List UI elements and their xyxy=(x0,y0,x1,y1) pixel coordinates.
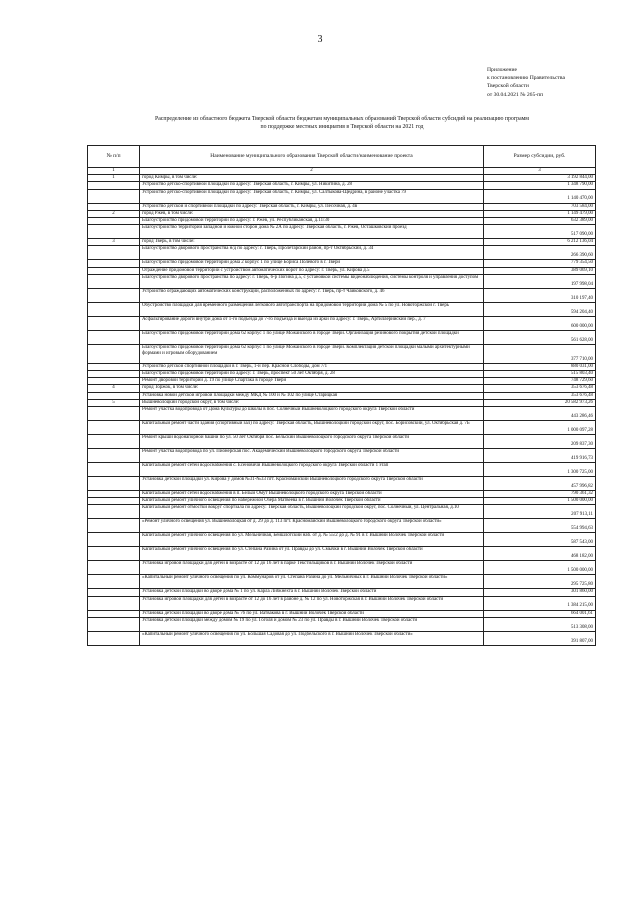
row-number xyxy=(88,225,140,239)
subsidy-amount: 664 001,61 xyxy=(484,610,596,617)
subsidy-amount: 209 837,30 xyxy=(484,435,596,449)
row-number xyxy=(88,203,140,210)
row-number xyxy=(88,610,140,617)
row-number xyxy=(88,519,140,533)
row-number xyxy=(88,477,140,491)
header-amount: Размер субсидии, руб. xyxy=(484,146,596,168)
table-row xyxy=(88,189,596,203)
row-number xyxy=(88,316,140,330)
table-row xyxy=(88,463,596,477)
row-number xyxy=(88,182,140,189)
project-name: Благоустройство придомовой территории дома 62 корпус 1 по улице Можайского в городе Твери. Организация резинового покрытия детской площадки xyxy=(140,330,484,344)
subsidy-amount: 554 994,63 xyxy=(484,519,596,533)
project-name: Устройство детской спортивной площадки в г. Тверь, 1-й пер. Красной Слободы, дом 7/1 xyxy=(140,363,484,370)
project-name: Капитальный ремонт части здания (спортивный зал) по адресу: Тверская область, Вышневолоцкий городской округ, пос. Борисовский, ул. Октябрьская д. 7Б xyxy=(140,421,484,435)
table-row xyxy=(88,435,596,449)
subsidy-amount: 310 197,40 xyxy=(484,288,596,302)
table-row xyxy=(88,575,596,589)
subsidy-amount: 513 308,00 xyxy=(484,617,596,631)
row-number xyxy=(88,435,140,449)
project-name: Установка новой детской игровой площадки между МКД № 100 и № 102 по улице Старицкая xyxy=(140,392,484,399)
row-number xyxy=(88,575,140,589)
subsidy-amount: 1 149 479,00 xyxy=(484,210,596,217)
subsidy-amount: 301 860,00 xyxy=(484,589,596,596)
project-name: Вышневолоцкий городской округ, в том числе: xyxy=(140,399,484,406)
project-name: «Капитальный ремонт уличного освещения по ул. Коммунаров от ул. Степана Разина до ул. Мельничных в г. Вышний Волочек Тверской области» xyxy=(140,575,484,589)
project-name: Установка игровой площадки для детей в возрасте от 12 до 16 лет в парке Текстильщиков в г. Вышний Волочек Тверской области xyxy=(140,561,484,575)
row-number xyxy=(88,533,140,547)
project-name: Обустройство площадки для временного размещения легкового автотранспорта на придомовой территории дома № 5 по ул. Новоторжской г. Тверь xyxy=(140,302,484,316)
table-row xyxy=(88,239,596,246)
row-number xyxy=(88,218,140,225)
project-name: Благоустройство придомовой территории по адресу: г. Тверь, проспект 50 лет Октября, д. 28 xyxy=(140,371,484,378)
table-row xyxy=(88,371,596,378)
table-row xyxy=(88,203,596,210)
project-name: Установка детской площадки между домом № 19 по ул. Гоголя и домом № 23 по ул. Правды в г. Вышний Волочек Тверской области xyxy=(140,617,484,631)
subsidy-amount: 790 361,32 xyxy=(484,491,596,498)
row-number xyxy=(88,407,140,421)
project-name: Капитальный ремонт уличного освещения по набережной Озера Матвеева в г. Вышний Волочек Тверской области xyxy=(140,498,484,505)
project-name: Асфальтирование дороги внутри дома от 1-го подъезда до 7-го подъезда и выезда из арки по адресу: г. Тверь, Артиллерийский пер., д. 7 xyxy=(140,316,484,330)
table-row xyxy=(88,399,596,406)
table-row xyxy=(88,610,596,617)
table-row xyxy=(88,182,596,189)
project-name: Устройство ограждающих автоматических конструкций, расположенных по адресу: г. Тверь, пр-т Чайковского, д. 46 xyxy=(140,288,484,302)
subsidy-amount: 391 807,00 xyxy=(484,631,596,645)
table-row xyxy=(88,260,596,267)
table-row xyxy=(88,267,596,274)
subsidy-amount: 468 182,00 xyxy=(484,547,596,561)
appendix-line-2: к постановлению Правительства xyxy=(487,75,565,82)
subsidy-amount: 632 389,00 xyxy=(484,218,596,225)
subsidy-amount: 389 069,10 xyxy=(484,267,596,274)
project-name: город Торжок, в том числе: xyxy=(140,385,484,392)
subsidy-amount: 515 803,40 xyxy=(484,371,596,378)
table-row xyxy=(88,449,596,463)
table-row xyxy=(88,477,596,491)
row-number: 3 xyxy=(88,239,140,246)
subsidy-amount: 457 996,82 xyxy=(484,477,596,491)
project-name: Ремонт крыши водонапорной башни по ул. 50 лет Октября пос. Бельский Вышневолоцкого городского округа Тверской области xyxy=(140,435,484,449)
table-row xyxy=(88,547,596,561)
row-number: 5 xyxy=(88,399,140,406)
table-row xyxy=(88,407,596,421)
row-number xyxy=(88,498,140,505)
subsidy-amount: 6 212 136,04 xyxy=(484,239,596,246)
row-number xyxy=(88,363,140,370)
subsidy-amount: 377 710,00 xyxy=(484,344,596,363)
subsidy-amount: 880 031,00 xyxy=(484,363,596,370)
subsidy-amount: 1 384 215,00 xyxy=(484,596,596,610)
column-number: 3 xyxy=(484,168,596,175)
subsidy-amount: 443 286,46 xyxy=(484,407,596,421)
row-number xyxy=(88,330,140,344)
row-number xyxy=(88,547,140,561)
project-name: Капитальный ремонт сетей водоснабжения в п. Белый Омут Вышневолоцкого городского округа Тверской области xyxy=(140,491,484,498)
project-name: Ремонт дворовой территории д. 19 по улице Спартака в городе Твери xyxy=(140,378,484,385)
table-row xyxy=(88,210,596,217)
project-name: Устройство детской и спортивной площадки по адресу: Тверская область, г. Кимры, ул. Песочная, д. 4в xyxy=(140,203,484,210)
subsidy-amount: 594 204,40 xyxy=(484,302,596,316)
appendix-line-3: Тверской области xyxy=(487,83,529,90)
table-row xyxy=(88,385,596,392)
appendix-block xyxy=(487,66,637,99)
row-number xyxy=(88,260,140,267)
row-number: 1 xyxy=(88,175,140,182)
subsidy-amount: 1 000 097,28 xyxy=(484,421,596,435)
row-number: 4 xyxy=(88,385,140,392)
row-number xyxy=(88,491,140,498)
row-number xyxy=(88,596,140,610)
table-row xyxy=(88,218,596,225)
project-name: город Тверь, в том числе: xyxy=(140,239,484,246)
subsidy-amount: 587 543,00 xyxy=(484,533,596,547)
subsidy-amount: 517 090,00 xyxy=(484,225,596,239)
row-number xyxy=(88,302,140,316)
row-number xyxy=(88,392,140,399)
project-name: Устройство детско-спортивной площадки по адресу: Тверская область, г. Кимры, ул. Салтыкова-Щедрина, в районе участка 79 xyxy=(140,189,484,203)
table-row xyxy=(88,505,596,519)
table-row xyxy=(88,225,596,239)
subsidy-amount: 561 628,00 xyxy=(484,330,596,344)
table-row xyxy=(88,533,596,547)
subsidy-amount: 3 192 844,00 xyxy=(484,175,596,182)
subsidy-amount: 20 582 973,26 xyxy=(484,399,596,406)
table-row xyxy=(88,589,596,596)
row-number xyxy=(88,288,140,302)
subsidy-amount: 353 676,48 xyxy=(484,385,596,392)
table-row xyxy=(88,378,596,385)
project-name: город Ржев, в том числе: xyxy=(140,210,484,217)
row-number xyxy=(88,561,140,575)
header-row xyxy=(88,146,596,168)
page-number: 3 xyxy=(317,34,323,45)
table-row xyxy=(88,288,596,302)
project-name: Установка детской площадки во дворе дома № 76 по ул. Ватвакова в г. Вышний Волочек Тверской области xyxy=(140,610,484,617)
subsidy-amount: 600 000,00 xyxy=(484,316,596,330)
table-row xyxy=(88,596,596,610)
table-row xyxy=(88,491,596,498)
subsidy-amount: 353 676,48 xyxy=(484,392,596,399)
project-name: Установка детской площадки ул. Кирова у домов №31-№33 пгт. Красномайский Вышневолоцкого городского округа Тверской области xyxy=(140,477,484,491)
row-number xyxy=(88,631,140,645)
appendix-line-4: от 30.04.2021 № 265-пп xyxy=(487,91,544,98)
header-name: Наименование муниципального образования Тверской области/наименование проекта xyxy=(140,146,484,168)
project-name: Капитальный ремонт отмостки вокруг спортзала по адресу: Тверская область, Вышневолоцкий городской округ, пос. Солнечный, ул. Центральная, д.10 xyxy=(140,505,484,519)
project-name: «Капитальный ремонт уличного освещения по ул. Большая Садовая до ул. Подбельского в г. Вышний Волочек Тверской области» xyxy=(140,631,484,645)
table-row xyxy=(88,421,596,435)
table-row xyxy=(88,498,596,505)
subsidy-amount: 266 390,60 xyxy=(484,246,596,260)
table-row xyxy=(88,274,596,288)
row-number xyxy=(88,246,140,260)
row-number xyxy=(88,274,140,288)
header-num: № п/п xyxy=(88,146,140,168)
subsidy-amount: 1 348 790,00 xyxy=(484,182,596,189)
column-number: 2 xyxy=(140,168,484,175)
row-number xyxy=(88,449,140,463)
project-name: Благоустройство придомовой территории дома 2 корпус 1 по улице Бориса Полевого в г. Твери xyxy=(140,260,484,267)
table-row xyxy=(88,519,596,533)
project-name: Капитальный ремонт сетей водоснабжения с. Есеновичи Вышневолоцкого городского округа Тверской области 1 этап xyxy=(140,463,484,477)
row-number xyxy=(88,344,140,363)
row-number xyxy=(88,421,140,435)
column-number-row xyxy=(88,168,596,175)
document-title xyxy=(112,115,572,131)
table-row xyxy=(88,316,596,330)
table-row xyxy=(88,631,596,645)
project-name: город Кимры, в том числе: xyxy=(140,175,484,182)
project-name: Установка детской площадки во дворе дома № 1 по ул. Карла Либкнехта в г. Вышний Волочек Тверской области xyxy=(140,589,484,596)
project-name: Благоустройство дворового пространства по адресу: г. Тверь, 6-р Погина д.5, с установкой системы видеонаблюдения, системы контроля и управления доступом xyxy=(140,274,484,288)
subsidy-amount: 295 725,80 xyxy=(484,575,596,589)
table-row xyxy=(88,392,596,399)
row-number xyxy=(88,617,140,631)
table-row xyxy=(88,344,596,363)
row-number xyxy=(88,463,140,477)
table-row xyxy=(88,175,596,182)
project-name: Устройство детско-спортивной площадки по адресу: Тверская область, г. Кимры, ул. Никитина, д. 28 xyxy=(140,182,484,189)
table-row xyxy=(88,561,596,575)
project-name: Ремонт участка водопровода от Дома Культуры до школы в пос. Солнечный Вышневолоцкого городского округа Тверской области xyxy=(140,407,484,421)
table-row xyxy=(88,330,596,344)
subsidy-amount: 1 500 000,00 xyxy=(484,561,596,575)
column-number: 1 xyxy=(88,168,140,175)
project-name: Ремонт участка водопровода по ул. Пионерская пос. Академический Вышневолоцкого городского округа Тверской области xyxy=(140,449,484,463)
project-name: Благоустройство придомовой территории дома 62 корпус 1 по улице Можайского в городе Твери. Комплектация детской площадки малыми архитектурными формами и игровым оборудованием xyxy=(140,344,484,363)
row-number xyxy=(88,589,140,596)
row-number xyxy=(88,505,140,519)
project-name: Капитальный ремонт уличного освещения по ул. Мельничная, Бейшлотский наб. от д. № 55/2 до д. № 91 в г. Вышний Волочек Тверской области xyxy=(140,533,484,547)
project-name: Установка игровой площадки для детей в возрасте от 12 до 16 лет в районе д. № 12 по ул. Новоторжская в г. Вышний Волочек Тверской области xyxy=(140,596,484,610)
subsidy-amount: 703 584,00 xyxy=(484,203,596,210)
subsidy-table xyxy=(87,145,596,646)
table-row xyxy=(88,617,596,631)
row-number xyxy=(88,371,140,378)
subsidy-amount: 1 300 725,00 xyxy=(484,463,596,477)
subsidy-amount: 748 729,60 xyxy=(484,378,596,385)
row-number xyxy=(88,378,140,385)
table-row xyxy=(88,302,596,316)
row-number xyxy=(88,189,140,203)
subsidy-amount: 1 500 000,00 xyxy=(484,498,596,505)
appendix-line-1: Приложение xyxy=(487,67,518,73)
subsidy-amount: 197 998,04 xyxy=(484,274,596,288)
project-name: Благоустройство придомовой территории по адресу: г. Ржев, ул. Республиканская, д.11/30 xyxy=(140,218,484,225)
title-line-2: по поддержке местных инициатив в Тверской области на 2021 год xyxy=(260,124,424,131)
table-row xyxy=(88,363,596,370)
subsidy-amount: 419 916,73 xyxy=(484,449,596,463)
project-name: Благоустройство территории западной и южной сторон дома № 2А по адресу: Тверская область, г. Ржев, Осташковский проезд xyxy=(140,225,484,239)
project-name: Благоустройство дворового пространства н/д по адресу: г. Тверь, Пролетарский район, пр-т Октябрьский, д. 34 xyxy=(140,246,484,260)
project-name: Ограждение придомовой территории с устройством автоматических ворот по адресу: г. Тверь, ул. Кирова д.5 xyxy=(140,267,484,274)
subsidy-amount: 1 140 470,00 xyxy=(484,189,596,203)
table-row xyxy=(88,246,596,260)
project-name: «Ремонт уличного освещения ул. Вышневолоцкая от д. 29 до д. 113 пгт. Красномайский Вышневолоцкого городского округа Тверской области» xyxy=(140,519,484,533)
project-name: Капитальный ремонт уличного освещения по ул. Степана Разина от ул. Правды до ул. Смычки в г. Вышний Волочек Тверской области xyxy=(140,547,484,561)
subsidy-amount: 779 354,50 xyxy=(484,260,596,267)
subsidy-amount: 207 913,11 xyxy=(484,505,596,519)
row-number: 2 xyxy=(88,210,140,217)
row-number xyxy=(88,267,140,274)
title-line-1: Распределение из областного бюджета Тверской области бюджетам муниципальных образований Тверской области субсидий на реализацию программ xyxy=(155,116,529,122)
